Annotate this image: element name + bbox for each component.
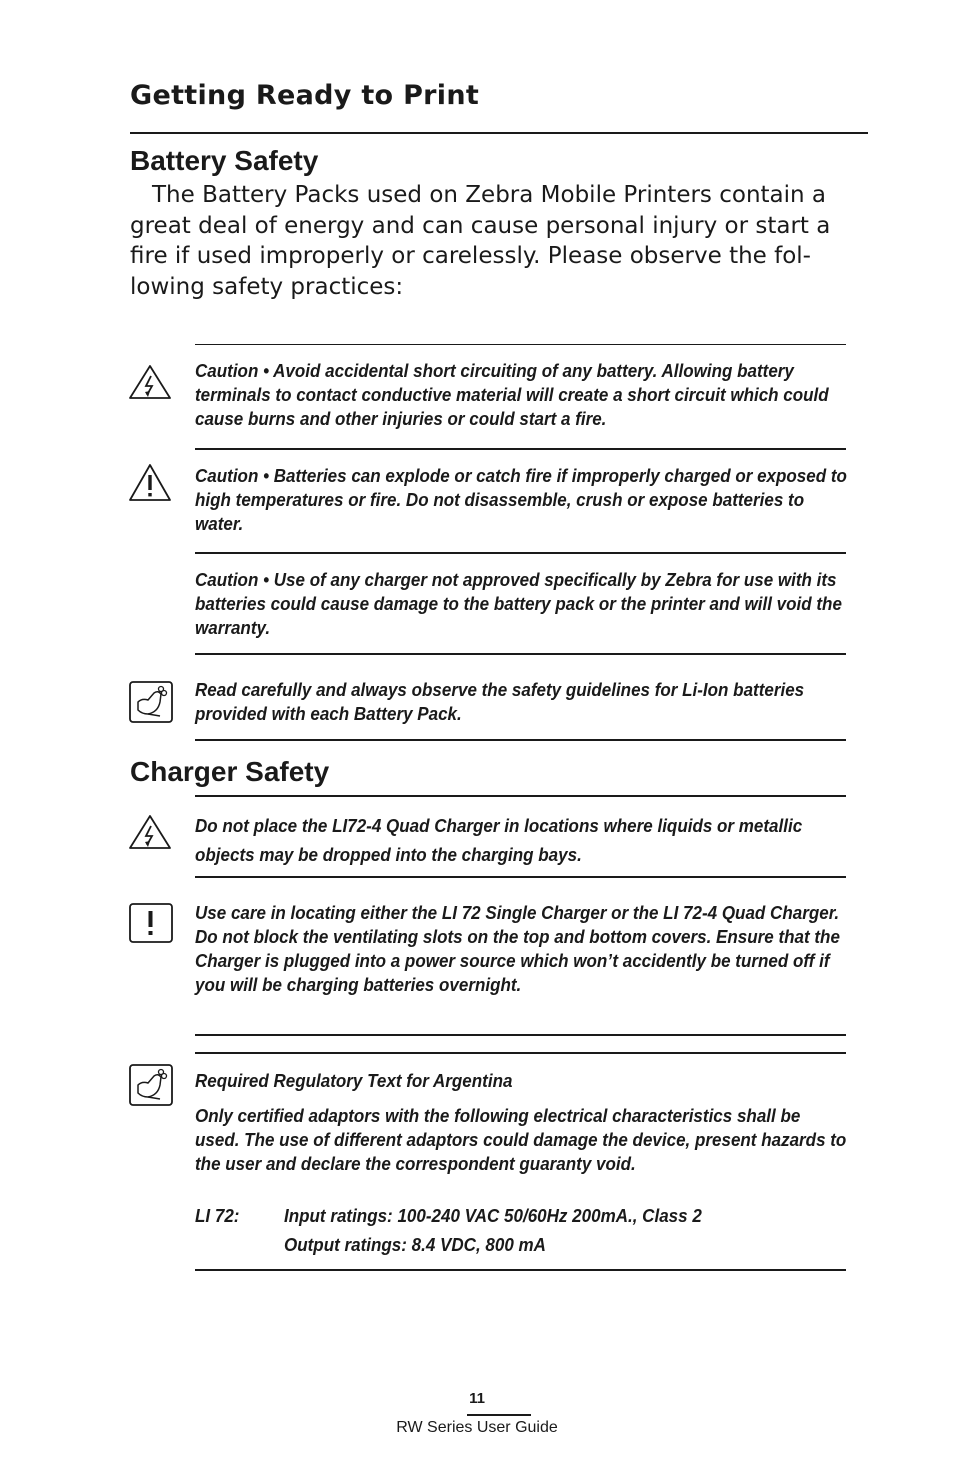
charger-safety-heading: Charger Safety — [130, 756, 330, 787]
regulatory-model-label: LI 72: — [195, 1205, 240, 1226]
charger-caution-liquids: Do not place the LI72-4 Quad Charger in locations where liquids or metallic objects may be dropped into the charging bays. — [195, 815, 803, 865]
battery-caution-charger: Caution • Use of any charger not approved specifically by Zebra for use with its batteries could cause damage to the battery pack or the printer and will void the warranty. — [195, 569, 842, 638]
chapter-title: Getting Ready to Print — [130, 80, 480, 111]
divider — [195, 1052, 846, 1054]
battery-note-li-ion: Read carefully and always observe the safety guidelines for Li-Ion batteries provided with each Battery Pack. — [195, 679, 805, 724]
footer-rule — [467, 1414, 531, 1416]
note-icon — [128, 680, 174, 724]
divider — [195, 739, 846, 741]
regulatory-title: Required Regulatory Text for Argentina — [195, 1070, 513, 1091]
battery-safety-intro: The Battery Packs used on Zebra Mobile Printers contain a great deal of energy and can cause personal injury or start a fire if used improperly or carelessly. Please observe the fol-lowing safety practices: — [130, 182, 831, 300]
electrical-hazard-icon — [128, 814, 172, 850]
divider — [195, 1269, 846, 1271]
battery-safety-heading: Battery Safety — [130, 145, 319, 176]
divider — [195, 448, 846, 450]
battery-caution-short-circuit: Caution • Avoid accidental short circuiting of any battery. Allowing battery terminals to contact conductive material will create a short circuit which could cause burns and other injuries or could start a fire. — [195, 360, 829, 429]
warning-icon — [128, 463, 172, 503]
divider — [195, 1034, 846, 1036]
regulatory-body: Only certified adaptors with the following electrical characteristics shall be used. The use of different adaptors could damage the device, present hazards to the user and declare the correspondent guaranty void. — [195, 1105, 847, 1174]
divider — [195, 795, 846, 797]
divider — [195, 344, 846, 345]
important-icon — [128, 902, 174, 944]
page-number: 11 — [469, 1390, 485, 1407]
divider — [195, 876, 846, 878]
note-icon — [128, 1063, 174, 1107]
divider — [195, 552, 846, 554]
chapter-title-rule — [130, 132, 868, 134]
regulatory-input-rating: Input ratings: 100-240 VAC 50/60Hz 200mA., Class 2 — [284, 1205, 702, 1226]
electrical-hazard-icon — [128, 364, 172, 400]
charger-caution-location: Use care in locating either the LI 72 Single Charger or the LI 72-4 Quad Charger. Do not block the ventilating slots on the top and bottom covers. Ensure that the Charger is plugged into a power source which won’t accidently be turned off if you will be charging batteries overnight. — [195, 902, 840, 995]
divider — [195, 653, 846, 655]
guide-title: RW Series User Guide — [396, 1419, 558, 1436]
regulatory-output-rating: Output ratings: 8.4 VDC, 800 mA — [284, 1234, 546, 1255]
battery-caution-explode: Caution • Batteries can explode or catch fire if improperly charged or exposed to high temperatures or fire. Do not disassemble, crush or expose batteries to water. — [195, 465, 847, 534]
